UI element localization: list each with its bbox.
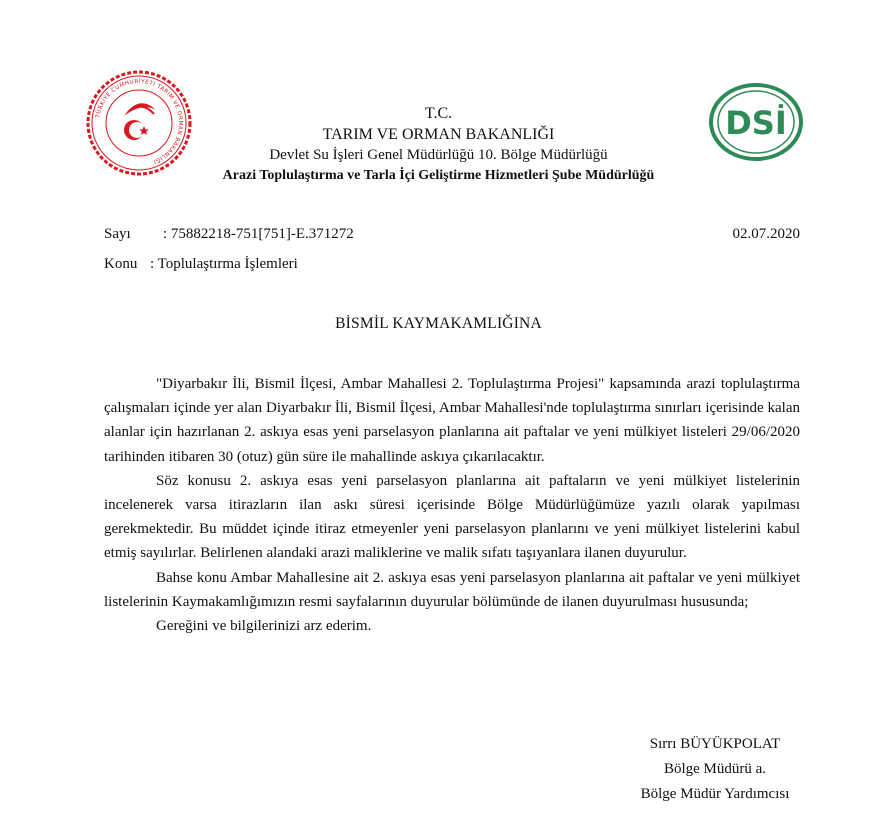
header-tc: T.C. — [424, 105, 453, 122]
letter-body — [104, 372, 800, 638]
paragraph: Söz konusu 2. askıya esas yeni parselasyon planlarına ait paftaların ve yeni mülkiyet listelerinin incelenerek varsa itirazların ilan askı süresi içerisinde Bölge Müdürlüğümüze yazılı olarak yapılması gerekmektedir. Bu müddet içinde itiraz etmeyenler yeni parselasyon planlarını ve yeni mülkiyet listelerini kabul etmiş sayılırlar. Belirlenen alandaki arazi maliklerine ve malik sıfatı taşıyanlara ilanen duyurulur. — [104, 472, 800, 562]
document-date: 02.07.2020 — [732, 226, 800, 242]
header-directorate: Devlet Su İşleri Genel Müdürlüğü 10. Bölge Müdürlüğü — [269, 147, 608, 163]
header-ministry: TARIM VE ORMAN BAKANLIĞI — [322, 126, 555, 143]
seal-ring-text: TÜRKİYE CUMHURİYETİ TARIM VE ORMAN BAKANLIĞI — [95, 78, 184, 165]
paragraph: Bahse konu Ambar Mahallesine ait 2. askıya esas yeni parselasyon planlarına ait paftalar ve yeni mülkiyet listelerinin Kaymakamlığımızın resmi sayfalarının duyurular bölümünde de ilanen duyurulması hususunda; — [104, 569, 800, 610]
header-department: Arazi Toplulaştırma ve Tarla İçi Geliştirme Hizmetleri Şube Müdürlüğü — [222, 168, 655, 183]
konu-label: Konu — [104, 256, 138, 272]
signature-block — [600, 732, 830, 807]
sayi-value: : 75882218-751[751]-E.371272 — [163, 226, 354, 242]
signatory-title: Bölge Müdürü a. — [663, 761, 767, 777]
dsi-logo-text: DSİ — [725, 104, 787, 142]
signatory-title: Bölge Müdür Yardımcısı — [640, 786, 790, 802]
signatory-name: Sırrı BÜYÜKPOLAT — [649, 736, 781, 752]
paragraph: "Diyarbakır İli, Bismil İlçesi, Ambar Mahallesi 2. Toplulaştırma Projesi" kapsamında arazi toplulaştırma çalışmaları içinde yer alan Diyarbakır İli, Bismil İlçesi, Ambar Mahallesi'nde toplulaştırma sınırları içerisinde kalan alanlar için hazırlanan 2. askıya esas yeni parselasyon planlarına ait paftalar ve yeni mülkiyet listeleri 29/06/2020 tarihinden itibaren 30 (otuz) gün süre ile mahallinde askıya çıkarılacaktır. — [104, 376, 800, 465]
sayi-label: Sayı — [104, 226, 131, 242]
paragraph: Gereğini ve bilgilerinizi arz ederim. — [156, 618, 372, 635]
konu-value: : Toplulaştırma İşlemleri — [150, 256, 298, 272]
addressee: BİSMİL KAYMAKAMLIĞINA — [335, 315, 542, 332]
